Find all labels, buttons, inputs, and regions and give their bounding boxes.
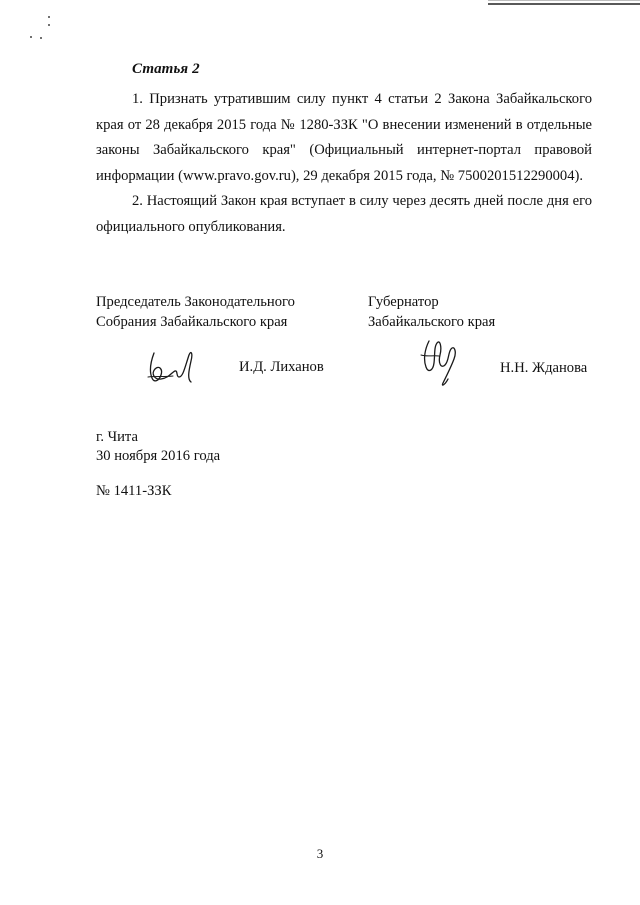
left-signatory-title-line-2: Собрания Забайкальского края: [96, 314, 288, 330]
signing-date: 30 ноября 2016 года: [96, 447, 221, 464]
law-number: № 1411-ЗЗК: [96, 483, 172, 499]
scan-edge-line: [488, 3, 640, 5]
article-heading: Статья 2: [132, 61, 200, 77]
page-number: 3: [316, 846, 324, 861]
right-signature: [415, 335, 465, 390]
left-signatory-title-line-1: Председатель Законодательного: [96, 294, 295, 310]
right-signatory-name: Н.Н. Жданова: [500, 360, 588, 376]
scan-edge-line: [488, 0, 640, 1]
scan-artifact-dots: [30, 16, 60, 46]
article-paragraph-1: 1. Признать утратившим силу пункт 4 статьи 2 Закона Забайкальского края от 28 декабря 2015 года № 1280-ЗЗК "О внесении изменений в отдельные законы Забайкальского края" (Официальный интернет-портал правовой информации (www.pravo.gov.ru), 29 декабря 2015 года, № 7500201512290004).: [96, 91, 592, 184]
left-signature: [145, 347, 197, 389]
left-signatory-title: [96, 292, 295, 332]
place-and-date: [96, 428, 220, 465]
right-signatory-title-line-1: Губернатор: [368, 294, 439, 310]
right-signatory-title: [368, 292, 495, 332]
right-signatory-title-line-2: Забайкальского края: [368, 314, 496, 330]
left-signatory-name: И.Д. Лиханов: [239, 359, 324, 375]
city: г. Чита: [96, 429, 138, 445]
article-paragraph-2: 2. Настоящий Закон края вступает в силу через десять дней после дня его официального опубликования.: [96, 193, 592, 235]
